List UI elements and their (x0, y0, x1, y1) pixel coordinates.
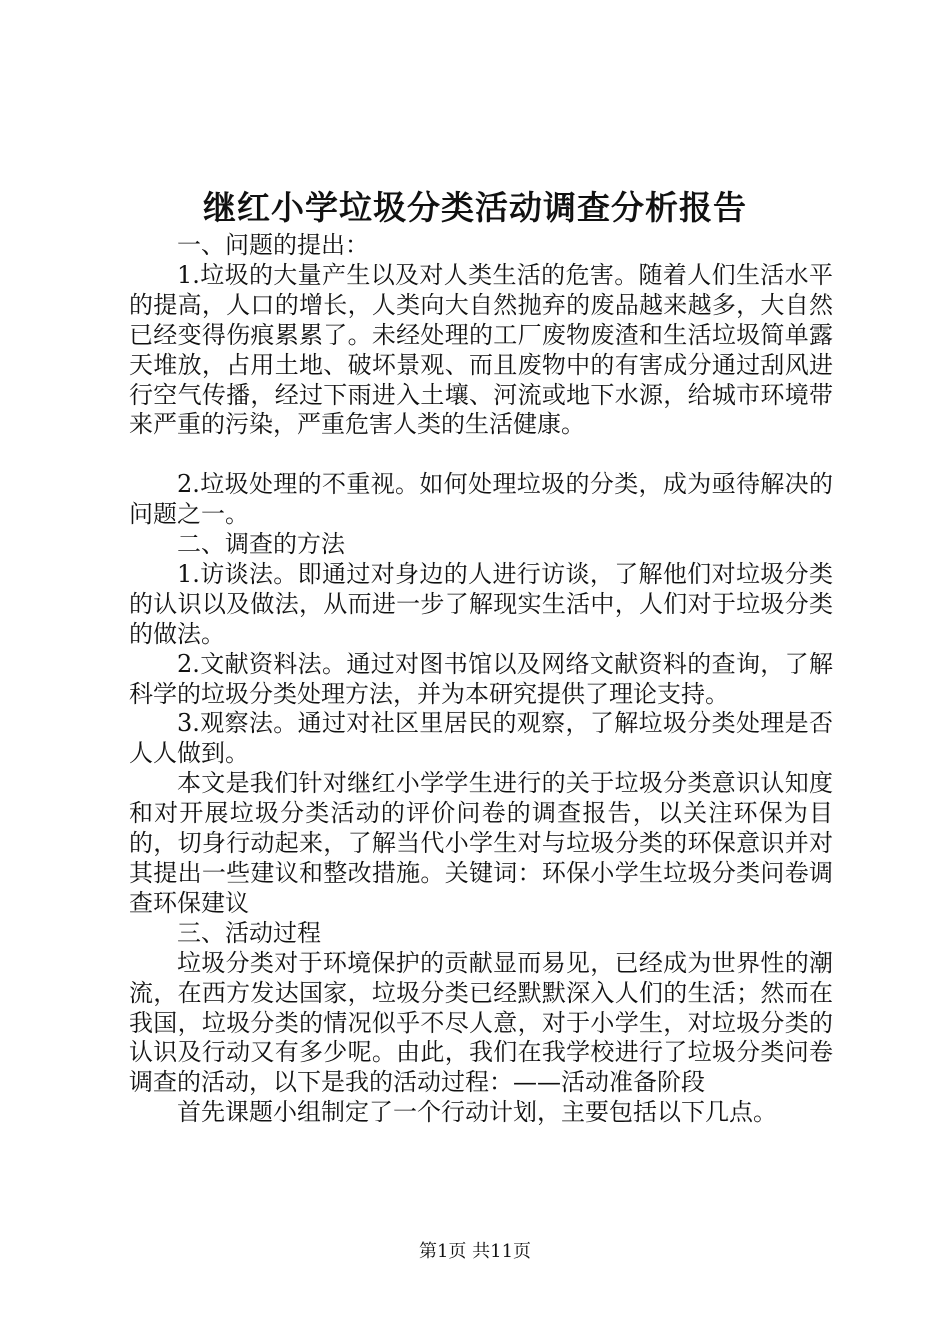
paragraph-problem-1: 1.垃圾的大量产生以及对人类生活的危害。随着人们生活水平的提高，人口的增长，人类向大自然抛弃的废品越来越多，大自然已经变得伤痕累累了。未经处理的工厂废物废渣和生活垃圾简单露天堆放，占用土地、破坏景观、而且废物中的有害成分通过刮风进行空气传播，经过下雨进入土壤、河流或地下水源，给城市环境带来严重的污染，严重危害人类的生活健康。 (129, 260, 833, 439)
paragraph-process-2: 首先课题小组制定了一个行动计划，主要包括以下几点。 (177, 1098, 777, 1127)
section-heading-process: 三、活动过程 (177, 918, 321, 947)
paragraph-method-2: 2.文献资料法。通过对图书馆以及网络文献资料的查询，了解科学的垃圾分类处理方法，并为本研究提供了理论支持。 (129, 649, 833, 708)
paragraph-method-3: 3.观察法。通过对社区里居民的观察，了解垃圾分类处理是否人人做到。 (129, 709, 833, 768)
paragraph-process-1: 垃圾分类对于环境保护的贡献显而易见，已经成为世界性的潮流，在西方发达国家，垃圾分类已经默默深入人们的生活；然而在我国，垃圾分类的情况似乎不尽人意，对于小学生，对垃圾分类的认识及行动又有多少呢。由此，我们在我学校进行了垃圾分类问卷调查的活动，以下是我的活动过程：——活动准备阶段 (129, 948, 833, 1097)
document-body (129, 231, 833, 1128)
paragraph-method-1: 1.访谈法。即通过对身边的人进行访谈，了解他们对垃圾分类的认识以及做法，从而进一步了解现实生活中，人们对于垃圾分类的做法。 (129, 559, 833, 648)
paragraph-abstract: 本文是我们针对继红小学学生进行的关于垃圾分类意识认知度和对开展垃圾分类活动的评价问卷的调查报告，以关注环保为目的，切身行动起来，了解当代小学生对与垃圾分类的环保意识并对其提出一些建议和整改措施。关键词：环保小学生垃圾分类问卷调查环保建议 (129, 769, 833, 917)
section-heading-method: 二、调查的方法 (177, 530, 345, 559)
page-footer: 第1页 共11页 (418, 1241, 532, 1262)
document-title: 继红小学垃圾分类活动调查分析报告 (203, 188, 747, 227)
paragraph-problem-2: 2.垃圾处理的不重视。如何处理垃圾的分类，成为亟待解决的问题之一。 (129, 470, 833, 529)
section-heading-problem: 一、问题的提出： (177, 231, 369, 259)
